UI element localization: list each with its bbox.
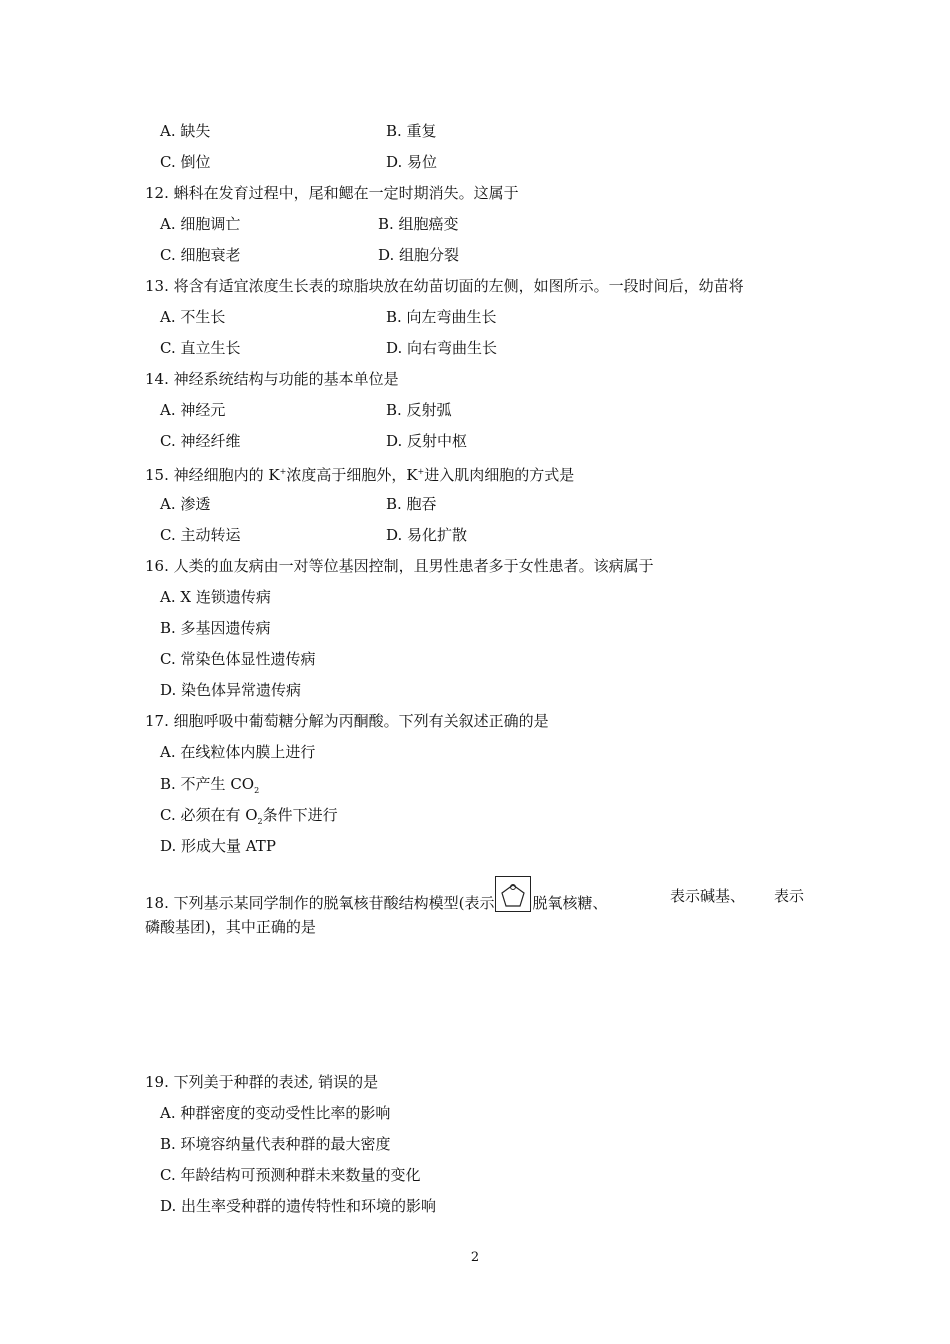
q13-stem: 13. 将含有适宜浓度生长表的琼脂块放在幼苗切面的左侧，如图所示。一段时间后，幼苗将 bbox=[145, 277, 744, 295]
q16-option-b: B. 多基因遗传病 bbox=[160, 619, 271, 637]
q12-option-b: B. 组胞癌变 bbox=[378, 215, 459, 233]
q15-stem-part2: 浓度高于细胞外，K bbox=[286, 466, 418, 484]
q13-option-c: C. 直立生长 bbox=[160, 339, 241, 357]
q14-option-a: A. 神经元 bbox=[160, 401, 226, 419]
q16-option-a: A. X 连锁遗传病 bbox=[160, 588, 271, 606]
q11-option-a: A. 缺失 bbox=[160, 122, 211, 140]
q17-option-a: A. 在线粒体内膜上进行 bbox=[160, 743, 316, 761]
co2-subscript: 2 bbox=[254, 786, 260, 795]
q17-option-b bbox=[160, 774, 259, 801]
q19-option-b: B. 环境容纳量代表种群的最大密度 bbox=[160, 1135, 391, 1153]
q16-option-d: D. 染色体异常遗传病 bbox=[160, 681, 302, 699]
q19-option-c: C. 年龄结构可预测种群未来数量的变化 bbox=[160, 1166, 421, 1184]
q18-stem-part1: 18. 下列基示某同学制作的脱氧核苷酸结构模型(表示 bbox=[145, 894, 495, 912]
q17-option-d: D. 形成大量 ATP bbox=[160, 837, 276, 855]
q11-option-d: D. 易位 bbox=[386, 153, 438, 171]
q14-option-b: B. 反射弧 bbox=[386, 401, 452, 419]
q18-base-label: 表示碱基、 bbox=[670, 887, 746, 905]
q11-option-b: B. 重复 bbox=[386, 122, 437, 140]
q15-stem-part1: 15. 神经细胞内的 K bbox=[145, 466, 280, 484]
q19-stem: 19. 下列美于种群的表述, 销误的是 bbox=[145, 1073, 379, 1091]
q15-option-b: B. 胞吞 bbox=[386, 495, 437, 513]
q15-stem-part3: 进入肌肉细胞的方式是 bbox=[424, 466, 575, 484]
deoxyribose-pentagon-icon bbox=[495, 876, 531, 912]
q15-stem bbox=[145, 462, 574, 485]
k-ion-superscript: + bbox=[417, 467, 425, 476]
q12-option-c: C. 细胞衰老 bbox=[160, 246, 241, 264]
q14-option-d: D. 反射中枢 bbox=[386, 432, 468, 450]
q13-option-a: A. 不生长 bbox=[160, 308, 226, 326]
q14-stem: 14. 神经系统结构与功能的基本单位是 bbox=[145, 370, 399, 388]
q17-option-b-text: B. 不产生 CO bbox=[160, 775, 255, 793]
q16-option-c: C. 常染色体显性遗传病 bbox=[160, 650, 316, 668]
q19-option-d: D. 出生率受种群的遗传特性和环境的影响 bbox=[160, 1197, 437, 1215]
q15-option-c: C. 主动转运 bbox=[160, 526, 241, 544]
q18-phosphate-label: 表示 bbox=[774, 887, 805, 905]
q17-option-c bbox=[160, 805, 338, 832]
q11-option-c: C. 倒位 bbox=[160, 153, 211, 171]
q12-stem: 12. 蝌科在发育过程中，尾和鳃在一定时期消失。这属于 bbox=[145, 184, 519, 202]
q15-option-a: A. 渗透 bbox=[160, 495, 211, 513]
q14-option-c: C. 神经纤维 bbox=[160, 432, 241, 450]
q17-stem: 17. 细胞呼吸中葡萄糖分解为丙酮酸。下列有关叙述正确的是 bbox=[145, 712, 549, 730]
q18-stem-line2: 磷酸基团)，其中正确的是 bbox=[145, 918, 316, 936]
q12-option-a: A. 细胞调亡 bbox=[160, 215, 241, 233]
q18-stem-part2: 脱氧核糖、 bbox=[532, 894, 608, 912]
q13-option-b: B. 向左弯曲生长 bbox=[386, 308, 497, 326]
page-number: 2 bbox=[470, 1250, 480, 1265]
k-ion-superscript: + bbox=[279, 467, 287, 476]
q15-option-d: D. 易化扩散 bbox=[386, 526, 468, 544]
q16-stem: 16. 人类的血友病由一对等位基因控制，且男性患者多于女性患者。该病属于 bbox=[145, 557, 654, 575]
o2-subscript: 2 bbox=[257, 817, 263, 826]
q13-option-d: D. 向右弯曲生长 bbox=[386, 339, 498, 357]
q12-option-d: D. 组胞分裂 bbox=[378, 246, 460, 264]
q19-option-a: A. 种群密度的变动受性比率的影响 bbox=[160, 1104, 391, 1122]
q17-option-c-text-2: 条件下进行 bbox=[262, 806, 338, 824]
q17-option-c-text: C. 必须在有 O bbox=[160, 806, 258, 824]
